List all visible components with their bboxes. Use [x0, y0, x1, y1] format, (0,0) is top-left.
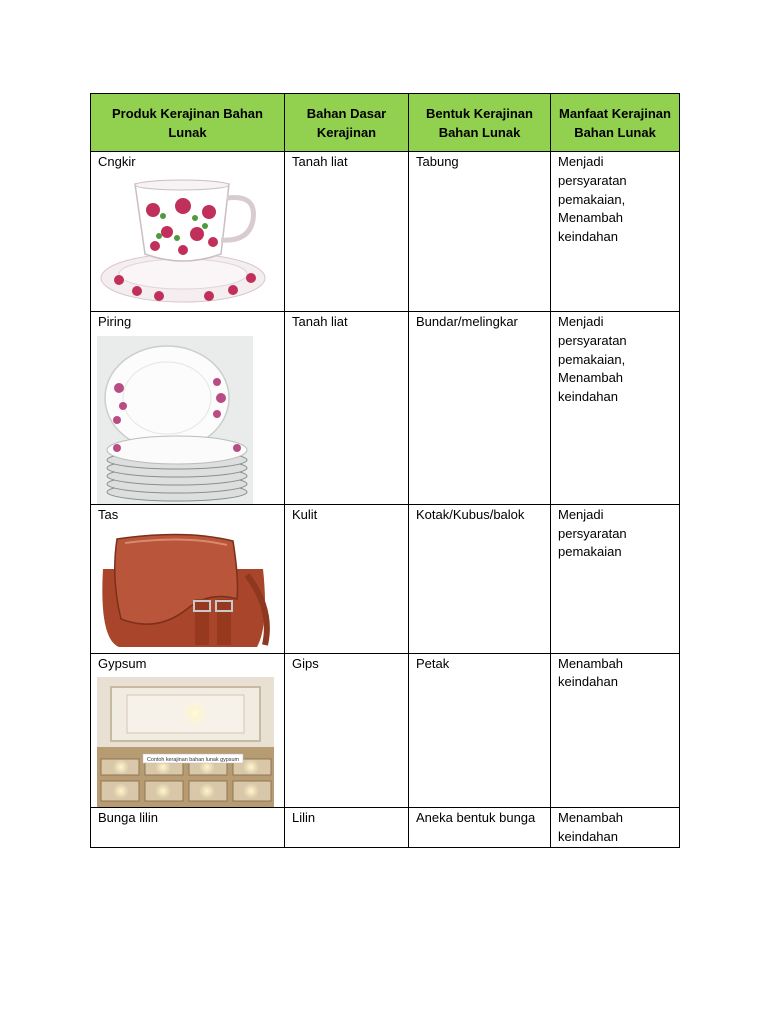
cell-benefit: Menambah keindahan [551, 808, 680, 848]
table-row [91, 504, 680, 653]
cell-shape: Bundar/melingkar [409, 312, 551, 505]
cell-product [91, 653, 285, 808]
product-name: Bunga lilin [98, 810, 158, 826]
product-name: Gypsum [98, 655, 147, 671]
cell-product [91, 808, 285, 848]
teacup-with-saucer-image [97, 176, 269, 308]
header-manfaat: Manfaat Kerajinan Bahan Lunak [551, 94, 680, 152]
cell-shape: Petak [409, 653, 551, 808]
cell-shape: Aneka bentuk bunga [409, 808, 551, 848]
cell-product [91, 504, 285, 653]
header-bahan-dasar: Bahan Dasar Kerajinan [285, 94, 409, 152]
stacked-plates-image [97, 336, 253, 504]
cell-shape: Tabung [409, 152, 551, 312]
table-row [91, 653, 680, 808]
table-row [91, 152, 680, 312]
cell-material: Lilin [285, 808, 409, 848]
gypsum-ceiling-image [97, 677, 274, 807]
craft-table [90, 93, 680, 848]
cell-product [91, 152, 285, 312]
cell-benefit: Menjadi persyaratan pemakaian, Menambah keindahan [551, 152, 680, 312]
cell-benefit: Menambah keindahan [551, 653, 680, 808]
cell-material: Tanah liat [285, 152, 409, 312]
cell-shape: Kotak/Kubus/balok [409, 504, 551, 653]
table-header-row [91, 94, 680, 152]
header-bentuk: Bentuk Kerajinan Bahan Lunak [409, 94, 551, 152]
cell-product [91, 312, 285, 505]
product-name: Tas [98, 506, 119, 522]
table-row [91, 808, 680, 848]
gypsum-caption: Contoh kerajinan bahan lunak gypsum [146, 757, 240, 764]
header-produk: Produk Kerajinan Bahan Lunak [91, 94, 285, 152]
leather-bag-image [97, 529, 273, 653]
cell-benefit: Menjadi persyaratan pemakaian [551, 504, 680, 653]
table-row [91, 312, 680, 505]
product-name: Piring [98, 314, 132, 329]
cell-material: Kulit [285, 504, 409, 653]
cell-material: Gips [285, 653, 409, 808]
cell-material: Tanah liat [285, 312, 409, 505]
product-name: Cngkir [98, 154, 136, 169]
cell-benefit: Menjadi persyaratan pemakaian, Menambah keindahan [551, 312, 680, 505]
